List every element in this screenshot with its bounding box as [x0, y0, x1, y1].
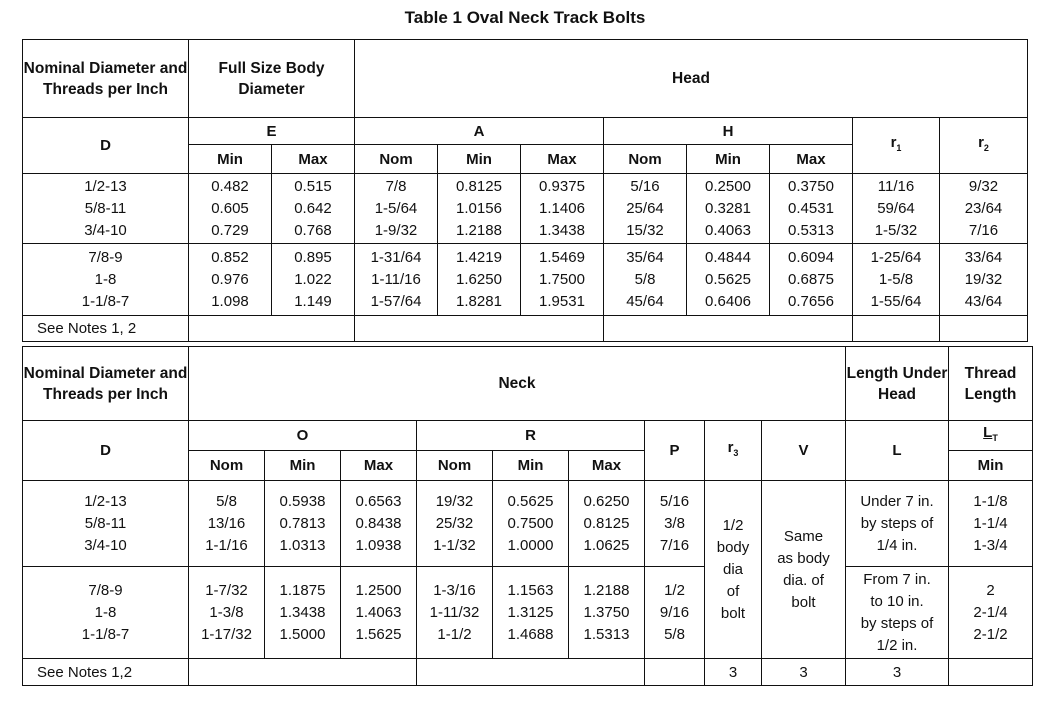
r2-cell: 9/32 23/64 7/16 [940, 174, 1028, 244]
v-note: 3 [762, 659, 846, 686]
notes-empty-cell [940, 316, 1028, 342]
notes-empty-cell [853, 316, 940, 342]
h-header: H [604, 118, 853, 145]
p-header: P [645, 421, 705, 481]
notes-empty-cell [189, 316, 355, 342]
d-cell: 7/8-9 1-8 1-1/8-7 [23, 244, 189, 316]
o-min-header: Min [265, 451, 341, 481]
a-nom-cell: 1-31/64 1-11/16 1-57/64 [355, 244, 438, 316]
r-max-cell: 0.6250 0.8125 1.0625 [569, 481, 645, 567]
a-nom-header: Nom [355, 145, 438, 174]
r1-header: $r_1$ [853, 118, 940, 174]
nominal-diameter-header: Nominal Diameter and Threads per Inch [23, 347, 189, 421]
e-max-header: Max [272, 145, 355, 174]
o-header: O [189, 421, 417, 451]
see-notes: See Notes 1, 2 [23, 316, 189, 342]
v-header: V [762, 421, 846, 481]
e-max-cell: 0.515 0.642 0.768 [272, 174, 355, 244]
r2-cell: 33/64 19/32 43/64 [940, 244, 1028, 316]
r-max-header: Max [569, 451, 645, 481]
r-min-cell: 0.5625 0.7500 1.0000 [493, 481, 569, 567]
head-header: Head [355, 40, 1028, 118]
r-header: R [417, 421, 645, 451]
r-min-header: Min [493, 451, 569, 481]
a-max-header: Max [521, 145, 604, 174]
r-min-cell: 1.1563 1.3125 1.4688 [493, 567, 569, 659]
neck-dimensions-table [22, 346, 1033, 686]
p-cell: 5/16 3/8 7/16 [645, 481, 705, 567]
neck-header: Neck [189, 347, 846, 421]
l-note: 3 [846, 659, 949, 686]
h-nom-cell: 35/64 5/8 45/64 [604, 244, 687, 316]
table-row [23, 481, 1033, 567]
r-nom-cell: 19/32 25/32 1-1/32 [417, 481, 493, 567]
r3-cell: 1/2 body dia of bolt [705, 481, 762, 659]
a-min-header: Min [438, 145, 521, 174]
o-min-cell: 1.1875 1.3438 1.5000 [265, 567, 341, 659]
l-cell: Under 7 in. by steps of 1/4 in. [846, 481, 949, 567]
e-header: E [189, 118, 355, 145]
h-min-cell: 0.2500 0.3281 0.4063 [687, 174, 770, 244]
o-nom-header: Nom [189, 451, 265, 481]
a-min-cell: 0.8125 1.0156 1.2188 [438, 174, 521, 244]
a-max-cell: 0.9375 1.1406 1.3438 [521, 174, 604, 244]
e-min-cell: 0.482 0.605 0.729 [189, 174, 272, 244]
h-min-header: Min [687, 145, 770, 174]
head-dimensions-table [22, 39, 1028, 342]
p-cell: 1/2 9/16 5/8 [645, 567, 705, 659]
h-min-cell: 0.4844 0.5625 0.6406 [687, 244, 770, 316]
h-max-header: Max [770, 145, 853, 174]
o-max-cell: 1.2500 1.4063 1.5625 [341, 567, 417, 659]
d-cell: 1/2-13 5/8-11 3/4-10 [23, 174, 189, 244]
e-min-header: Min [189, 145, 272, 174]
notes-empty-cell [949, 659, 1033, 686]
a-min-cell: 1.4219 1.6250 1.8281 [438, 244, 521, 316]
h-nom-header: Nom [604, 145, 687, 174]
lt-header: $L_T$ [949, 421, 1033, 451]
table-title: Table 1 Oval Neck Track Bolts [404, 8, 646, 27]
table-row [23, 174, 1028, 244]
o-nom-cell: 1-7/32 1-3/8 1-17/32 [189, 567, 265, 659]
notes-empty-cell [355, 316, 604, 342]
h-nom-cell: 5/16 25/64 15/32 [604, 174, 687, 244]
o-min-cell: 0.5938 0.7813 1.0313 [265, 481, 341, 567]
thread-length-header: Thread Length [949, 347, 1033, 421]
lt-cell: 1-1/8 1-1/4 1-3/4 [949, 481, 1033, 567]
o-max-header: Max [341, 451, 417, 481]
notes-empty-cell [417, 659, 645, 686]
r2-header: $r_2$ [940, 118, 1028, 174]
v-cell: Same as body dia. of bolt [762, 481, 846, 659]
full-size-body-diameter-header: Full Size Body Diameter [189, 40, 355, 118]
l-cell: From 7 in. to 10 in. by steps of 1/2 in. [846, 567, 949, 659]
lt-cell: 2 2-1/4 2-1/2 [949, 567, 1033, 659]
length-under-head-header: Length Under Head [846, 347, 949, 421]
notes-empty-cell [604, 316, 853, 342]
h-max-cell: 0.3750 0.4531 0.5313 [770, 174, 853, 244]
nominal-diameter-header: Nominal Diameter and Threads per Inch [23, 40, 189, 118]
notes-empty-cell [189, 659, 417, 686]
r3-header: $r_3$ [705, 421, 762, 481]
e-max-cell: 0.895 1.022 1.149 [272, 244, 355, 316]
table-row [23, 244, 1028, 316]
r1-cell: 11/16 59/64 1-5/32 [853, 174, 940, 244]
notes-empty-cell [645, 659, 705, 686]
table-row [23, 567, 1033, 659]
a-max-cell: 1.5469 1.7500 1.9531 [521, 244, 604, 316]
d-header: D [23, 421, 189, 481]
e-min-cell: 0.852 0.976 1.098 [189, 244, 272, 316]
a-nom-cell: 7/8 1-5/64 1-9/32 [355, 174, 438, 244]
see-notes: See Notes 1,2 [23, 659, 189, 686]
d-header: D [23, 118, 189, 174]
o-max-cell: 0.6563 0.8438 1.0938 [341, 481, 417, 567]
o-nom-cell: 5/8 13/16 1-1/16 [189, 481, 265, 567]
r3-note: 3 [705, 659, 762, 686]
r-nom-cell: 1-3/16 1-11/32 1-1/2 [417, 567, 493, 659]
r-max-cell: 1.2188 1.3750 1.5313 [569, 567, 645, 659]
h-max-cell: 0.6094 0.6875 0.7656 [770, 244, 853, 316]
d-cell: 1/2-13 5/8-11 3/4-10 [23, 481, 189, 567]
d-cell: 7/8-9 1-8 1-1/8-7 [23, 567, 189, 659]
l-header: L [846, 421, 949, 481]
r1-cell: 1-25/64 1-5/8 1-55/64 [853, 244, 940, 316]
r-nom-header: Nom [417, 451, 493, 481]
a-header: A [355, 118, 604, 145]
lt-min-header: Min [949, 451, 1033, 481]
